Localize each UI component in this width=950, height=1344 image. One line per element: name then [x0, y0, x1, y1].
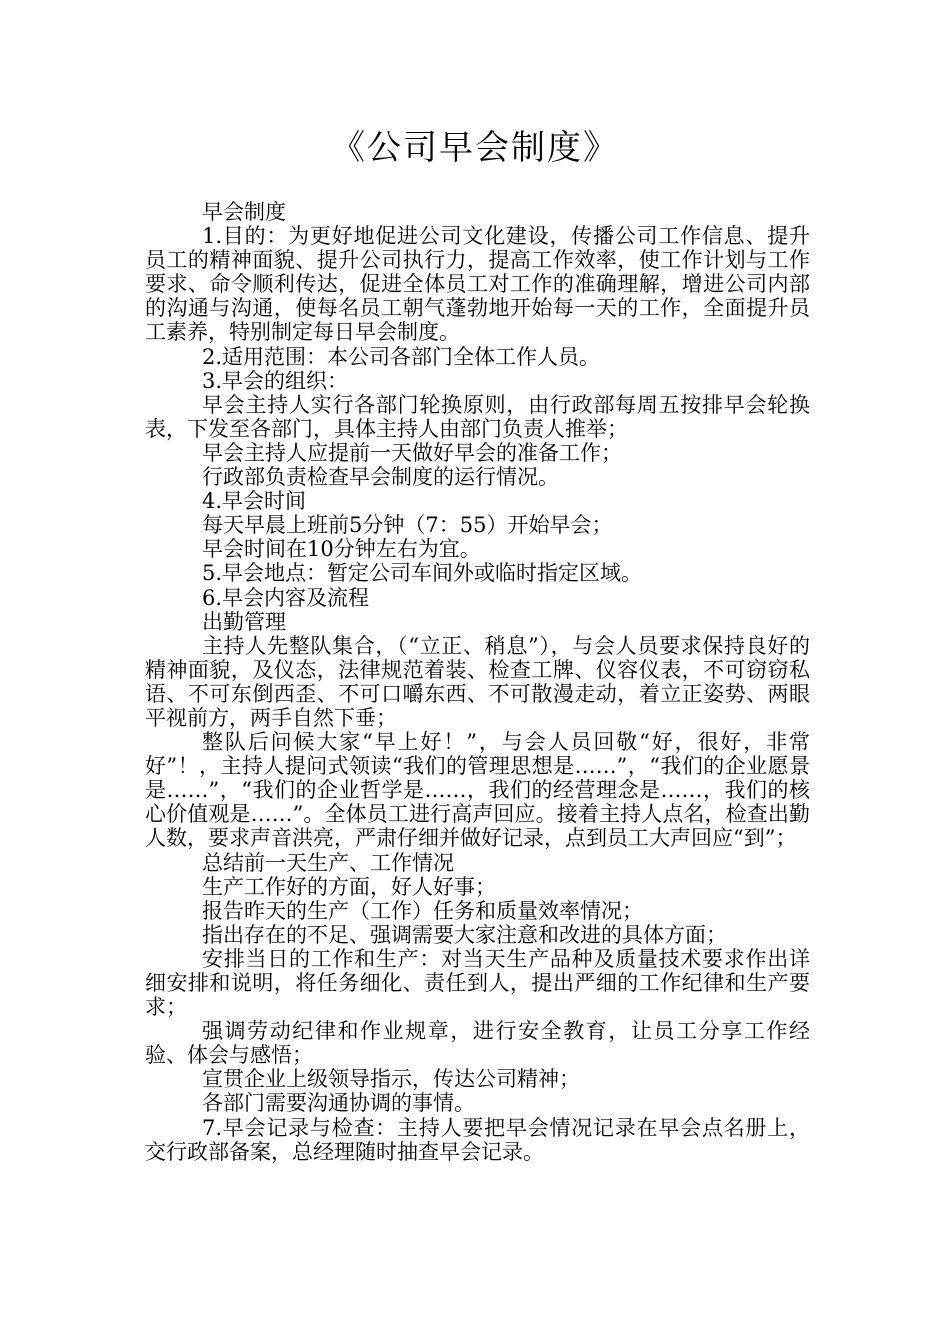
paragraph-host-rotation: 早会主持人实行各部门轮换原则，由行政部每周五按排早会轮换表，下发至各部门，具体主持人由部门负责人推举； — [145, 392, 810, 441]
paragraph-assembly: 主持人先整队集合，（“立正、稍息”），与会人员要求保持良好的精神面貌，及仪态，法律规范着装、检查工牌、仪容仪表，不可窃窃私语、不可东倒西歪、不可口嚼东西、不可散漫走动，着立正姿势、两眼平视前方，两手自然下垂； — [145, 633, 810, 730]
paragraph-host-preparation: 早会主持人应提前一天做好早会的准备工作； — [202, 440, 622, 465]
paragraph-greeting: 整队后问候大家“早上好！”，与会人员回敬“好，很好，非常好”！，主持人提问式领读“我们的管理思想是……”，“我们的企业愿景是……”，“我们的企业哲学是……，我们的经营理念是……，我们的核心价值观是……”。全体员工进行高声回应。接着主持人点名，检查出勤人数，要求声音洪亮，严肃仔细并做好记录，点到员工大声回应“到”； — [145, 730, 810, 851]
paragraph-start-time: 每天早晨上班前5分钟（7：55）开始早会； — [202, 513, 613, 538]
paragraph-good-deeds: 生产工作好的方面，好人好事； — [202, 874, 496, 899]
paragraph-attendance: 出勤管理 — [202, 609, 286, 634]
paragraph-content-heading: 6.早会内容及流程 — [202, 585, 370, 610]
document-title: 《公司早会制度》 — [331, 128, 619, 168]
paragraph-organization: 3.早会的组织： — [202, 368, 349, 393]
paragraph-shortcomings: 指出存在的不足、强调需要大家注意和改进的具体方面； — [202, 922, 727, 947]
paragraph-records: 7.早会记录与检查：主持人要把早会情况记录在早会点名册上，交行政部备案，总经理随时抽查早会记录。 — [145, 1115, 810, 1164]
paragraph-duration: 早会时间在10分钟左右为宜。 — [202, 537, 481, 562]
paragraph-admin-check: 行政部负责检查早会制度的运行情况。 — [202, 465, 559, 490]
paragraph-scope: 2.适用范围：本公司各部门全体工作人员。 — [202, 344, 601, 369]
paragraph-location: 5.早会地点：暂定公司车间外或临时指定区域。 — [202, 561, 643, 586]
paragraph-arrangement: 安排当日的工作和生产：对当天生产品种及质量技术要求作出详细安排和说明，将任务细化、责任到人，提出严细的工作纪律和生产要求； — [145, 946, 810, 1020]
paragraph-time-heading: 4.早会时间 — [202, 489, 307, 514]
paragraph-heading: 早会制度 — [202, 200, 286, 224]
paragraph-summary: 总结前一天生产、工作情况 — [202, 850, 454, 875]
paragraph-report: 报告昨天的生产（工作）任务和质量效率情况； — [202, 898, 643, 923]
paragraph-coordination: 各部门需要沟通协调的事情。 — [202, 1091, 475, 1116]
paragraph-purpose: 1.目的：为更好地促进公司文化建设，传播公司工作信息、提升员工的精神面貌、提升公司执行力，提高工作效率，使工作计划与工作要求、命令顺利传达，促进全体员工对工作的准确理解，增进公司内部的沟通与沟通，使每名员工朝气蓬勃地开始每一天的工作，全面提升员工素养，特别制定每日早会制度。 — [145, 224, 810, 345]
document-body — [145, 200, 810, 1164]
paragraph-discipline: 强调劳动纪律和作业规章，进行安全教育，让员工分享工作经验、体会与感悟； — [145, 1019, 810, 1068]
paragraph-instructions: 宣贯企业上级领导指示，传达公司精神； — [202, 1067, 580, 1092]
